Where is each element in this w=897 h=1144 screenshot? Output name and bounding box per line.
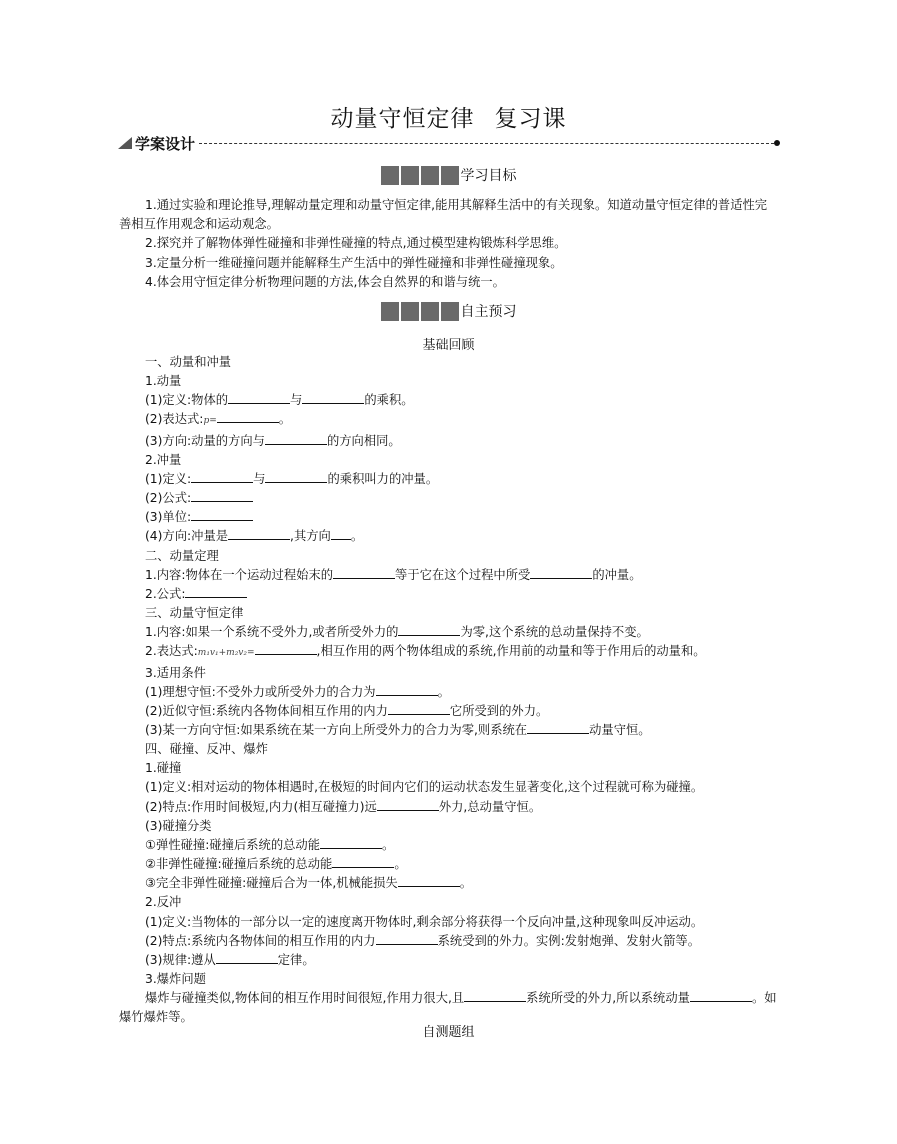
self-test-heading: 自测题组: [422, 1025, 475, 1040]
title-sub: 复习课: [494, 106, 567, 132]
fill-in-blank[interactable]: [216, 951, 278, 964]
line-text: (1)定义:物体的: [145, 393, 229, 408]
goals-heading-text: 学习目标: [460, 168, 517, 184]
content-line: [119, 508, 779, 527]
line-text: (1)理想守恒:不受外力或所受外力的合力为: [145, 684, 376, 699]
fill-in-blank[interactable]: [265, 470, 327, 483]
dot-icon: [774, 140, 780, 146]
content-line: [119, 585, 779, 604]
content-line: [119, 489, 779, 508]
line-text: (3)方向:动量的方向与: [145, 433, 265, 448]
line-text: 二、动量定理: [145, 548, 219, 563]
fill-in-blank[interactable]: [377, 798, 439, 811]
title-main: 动量守恒定律: [330, 106, 475, 132]
fill-in-blank[interactable]: [217, 410, 279, 423]
line-text: 2.表达式:: [145, 644, 198, 659]
line-text: 。: [278, 412, 292, 427]
content-line: [119, 759, 779, 778]
content-line: [119, 740, 779, 759]
content-line: [119, 664, 779, 683]
content-line: [119, 970, 779, 989]
section-banner: [118, 134, 780, 152]
goal-item: 4.体会用守恒定律分析物理问题的方法,体会自然界的和谐与统一。: [145, 274, 505, 289]
goal-item: 3.定量分析一维碰撞问题并能解释生产生活中的弹性碰撞和非弹性碰撞现象。: [145, 255, 563, 270]
line-text: (3)规律:遵从: [145, 952, 216, 967]
triangle-icon: [118, 137, 132, 149]
line-text: (2)表达式:: [145, 412, 204, 427]
line-text: 等于它在这个过程中所受: [395, 567, 531, 582]
review-content: [119, 353, 779, 1027]
line-text: 的乘积。: [364, 393, 414, 408]
line-text: 3.爆炸问题: [145, 972, 206, 986]
line-text: 。如爆竹爆炸等。: [119, 991, 777, 1025]
content-line: [119, 547, 779, 566]
review-heading: 基础回顾: [422, 338, 475, 353]
fill-in-blank[interactable]: [228, 527, 290, 540]
content-line: [119, 855, 779, 874]
fill-in-blank[interactable]: [228, 391, 290, 404]
goal-item: 1.通过实验和理论推导,理解动量定理和动量守恒定律,能用其解释生活中的有关现象。知道动量守恒定律的普适性完善相互作用观念和运动观念。: [119, 198, 768, 232]
line-text: 三、动量守恒定律: [145, 606, 244, 621]
line-text: 一、动量和冲量: [145, 355, 232, 369]
fill-in-blank[interactable]: [191, 508, 253, 521]
line-text: (2)特点:作用时间极短,内力(相互碰撞力)远: [145, 799, 377, 814]
content-line: [119, 817, 779, 836]
line-text: (3)某一方向守恒:如果系统在某一方向上所受外力的合力为零,则系统在: [145, 722, 528, 737]
line-text: (2)近似守恒:系统内各物体间相互作用的内力: [145, 703, 388, 718]
heading-blocks-decoration: [381, 166, 459, 185]
fill-in-blank[interactable]: [333, 566, 395, 579]
line-text: (2)公式:: [145, 491, 192, 506]
content-line: [119, 604, 779, 623]
banner-label: 学案设计: [135, 134, 196, 153]
line-text: ,其方向: [290, 529, 331, 544]
line-text: ②非弹性碰撞:碰撞后系统的总动能: [145, 857, 333, 872]
line-text: (1)定义:相对运动的物体相遇时,在极短的时间内它们的运动状态发生显著变化,这个过程就可称为碰撞。: [145, 780, 704, 795]
fill-in-blank[interactable]: [331, 527, 351, 540]
content-line: [119, 432, 779, 451]
page-title: [0, 100, 897, 133]
line-text: 的冲量。: [592, 567, 642, 582]
line-text: 2.反冲: [145, 895, 182, 910]
content-line: [119, 623, 779, 642]
line-text: 为零,这个系统的总动量保持不变。: [460, 625, 649, 640]
goals-heading: [0, 165, 897, 185]
fill-in-blank[interactable]: [398, 623, 460, 636]
content-line: [119, 932, 779, 951]
goal-item: 2.探究并了解物体弹性碰撞和非弹性碰撞的特点,通过模型建构锻炼科学思维。: [145, 236, 567, 251]
line-text: 的方向相同。: [326, 433, 401, 448]
line-text: (1)定义:: [145, 471, 192, 486]
line-text: 1.动量: [145, 374, 182, 389]
line-text: (1)定义:当物体的一部分以一定的速度离开物体时,剩余部分将获得一个反向冲量,这种现象叫反冲运动。: [145, 914, 704, 929]
fill-in-blank[interactable]: [332, 855, 394, 868]
content-line: [119, 353, 779, 372]
line-text: 的乘积叫力的冲量。: [327, 471, 439, 486]
fill-in-blank[interactable]: [302, 391, 364, 404]
line-text: 动量守恒。: [589, 722, 651, 737]
fill-in-blank[interactable]: [191, 489, 253, 502]
line-text: 。: [382, 837, 395, 852]
content-line: [119, 391, 779, 410]
content-line: [119, 951, 779, 970]
content-line: [119, 566, 779, 585]
line-text: 。: [459, 876, 473, 891]
line-text: ,相互作用的两个物体组成的系统,作用前的动量和等于作用后的动量和。: [316, 644, 706, 659]
line-text: 定律。: [277, 952, 315, 967]
line-text: 3.适用条件: [145, 665, 206, 680]
content-line: [119, 913, 779, 932]
fill-in-blank[interactable]: [185, 585, 247, 598]
fill-in-blank[interactable]: [376, 932, 438, 945]
line-text: (3)单位:: [145, 510, 192, 525]
formula-text: p=: [203, 416, 217, 427]
line-text: (3)碰撞分类: [145, 818, 212, 833]
line-text: 。: [437, 684, 450, 699]
learning-goals: [119, 196, 779, 292]
line-text: 系统所受的外力,所以系统动量: [526, 991, 690, 1006]
content-line: [119, 451, 779, 470]
content-line: [119, 721, 779, 740]
line-text: 与: [253, 471, 266, 486]
line-text: 。: [394, 857, 407, 872]
line-text: 爆炸与碰撞类似,物体间的相互作用时间很短,作用力很大,且: [145, 991, 465, 1006]
line-text: 2.冲量: [145, 452, 182, 467]
fill-in-blank[interactable]: [398, 874, 460, 887]
fill-in-blank[interactable]: [376, 683, 438, 696]
line-text: 四、碰撞、反冲、爆炸: [145, 742, 268, 757]
content-line: [119, 683, 779, 702]
line-text: 它所受到的外力。: [449, 703, 549, 718]
dashed-divider: [199, 143, 774, 144]
fill-in-blank[interactable]: [320, 836, 382, 849]
line-text: ③完全非弹性碰撞:碰撞后合为一体,机械能损失: [145, 876, 398, 891]
content-line: [119, 798, 779, 817]
content-line: [119, 874, 779, 893]
content-line: [119, 778, 779, 797]
fill-in-blank[interactable]: [255, 642, 317, 655]
fill-in-blank[interactable]: [464, 989, 526, 1002]
content-line: [119, 527, 779, 546]
line-text: 系统受到的外力。实例:发射炮弹、发射火箭等。: [437, 933, 700, 948]
content-line: [119, 372, 779, 391]
content-line: [119, 642, 779, 663]
preview-heading: [0, 301, 897, 321]
line-text: (2)特点:系统内各物体间的相互作用的内力: [145, 933, 376, 948]
heading-blocks-decoration: [381, 302, 459, 321]
formula-text: m₁v₁+m₂v₂=: [197, 648, 255, 659]
line-text: 1.内容:物体在一个运动过程始末的: [145, 567, 334, 582]
fill-in-blank[interactable]: [191, 470, 253, 483]
preview-heading-text: 自主预习: [460, 304, 517, 320]
fill-in-blank[interactable]: [527, 721, 589, 734]
line-text: 2.公式:: [145, 586, 186, 601]
line-text: 1.内容:如果一个系统不受外力,或者所受外力的: [145, 625, 399, 640]
fill-in-blank[interactable]: [530, 566, 592, 579]
content-line: [119, 470, 779, 489]
content-line: [119, 702, 779, 721]
line-text: ①弹性碰撞:碰撞后系统的总动能: [145, 837, 321, 852]
line-text: 外力,总动量守恒。: [438, 799, 542, 814]
content-line: [119, 410, 779, 431]
line-text: 。: [350, 529, 364, 544]
content-line: [119, 836, 779, 855]
fill-in-blank[interactable]: [265, 432, 327, 445]
fill-in-blank[interactable]: [388, 702, 450, 715]
line-text: (4)方向:冲量是: [145, 529, 229, 544]
line-text: 1.碰撞: [145, 761, 182, 776]
line-text: 与: [290, 393, 303, 408]
content-line: [119, 893, 779, 912]
fill-in-blank[interactable]: [690, 989, 752, 1002]
